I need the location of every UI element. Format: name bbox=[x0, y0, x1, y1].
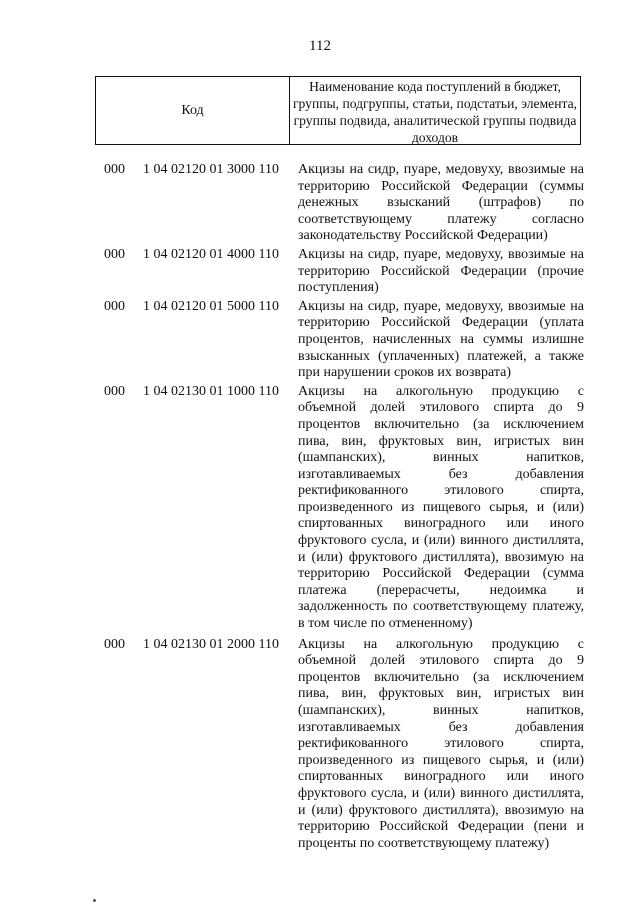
header-name-label: Наименование кода поступлений в бюджет, группы, подгруппы, статьи, подстатьи, элемента, группы подвида, аналитической группы подвида доходов bbox=[292, 79, 578, 145]
row-admin-code: 000 bbox=[104, 162, 125, 177]
row-admin-code: 000 bbox=[104, 298, 125, 314]
table-row bbox=[0, 637, 640, 853]
row-admin-code: 000 bbox=[104, 246, 125, 262]
row-revenue-code: 1 04 02130 01 1000 110 bbox=[143, 383, 279, 399]
page-number: 112 bbox=[309, 38, 331, 54]
row-admin-code: 000 bbox=[104, 636, 125, 652]
table-row bbox=[0, 162, 640, 245]
header-code-label: Код bbox=[181, 102, 204, 118]
row-name: Акцизы на сидр, пуаре, медовуху, ввозимые на территорию Российской Федерации (прочие поступления) bbox=[298, 246, 584, 296]
row-revenue-code: 1 04 02120 01 5000 110 bbox=[143, 298, 279, 314]
table-body bbox=[0, 162, 640, 852]
row-name: Акцизы на алкогольную продукцию с объемной долей этилового спирта до 9 процентов включительно (за исключением пива, вин, фруктовых вин, игристых вин (шампанских), винных напитков, изготавливаемых без добавления ректификованного этилового спирта, произведенного из пищевого сырья, и (или) спиртованных виноградного или иного фруктового сусла, и (или) винного дистиллята, и (или) фруктового дистиллята), ввозимую на территорию Российской Федерации (пени и проценты по соответствующему платежу) bbox=[298, 636, 584, 851]
table-row bbox=[0, 299, 640, 382]
header-code-cell bbox=[96, 77, 290, 144]
row-revenue-code: 1 04 02130 01 2000 110 bbox=[143, 636, 279, 652]
table-row bbox=[0, 384, 640, 633]
scan-speck bbox=[93, 899, 96, 902]
row-revenue-code: 1 04 02120 01 3000 110 bbox=[143, 162, 279, 177]
row-name: Акцизы на алкогольную продукцию с объемной долей этилового спирта до 9 процентов включительно (за исключением пива, вин, фруктовых вин, игристых вин (шампанских), винных напитков, изготавливаемых без добавления ректификованного этилового спирта, произведенного из пищевого сырья, и (или) спиртованных виноградного или иного фруктового сусла, и (или) винного дистиллята, и (или) фруктового дистиллята), ввозимую на территорию Российской Федерации (сумма платежа (перерасчеты, недоимка и задолженность по соответствующему платежу, в том числе по отмененному) bbox=[298, 383, 584, 632]
row-revenue-code: 1 04 02120 01 4000 110 bbox=[143, 246, 279, 262]
table-header bbox=[95, 76, 581, 145]
table-row bbox=[0, 247, 640, 297]
row-admin-code: 000 bbox=[104, 383, 125, 399]
header-name-cell bbox=[290, 77, 580, 144]
row-name: Акцизы на сидр, пуаре, медовуху, ввозимые на территорию Российской Федерации (суммы денежных взысканий (штрафов) по соответствующему платежу согласно законодательству Российской Федерации) bbox=[298, 162, 584, 244]
row-name: Акцизы на сидр, пуаре, медовуху, ввозимые на территорию Российской Федерации (уплата процентов, начисленных на суммы излишне взысканных (уплаченных) платежей, а также при нарушении сроков их возврата) bbox=[298, 298, 584, 381]
